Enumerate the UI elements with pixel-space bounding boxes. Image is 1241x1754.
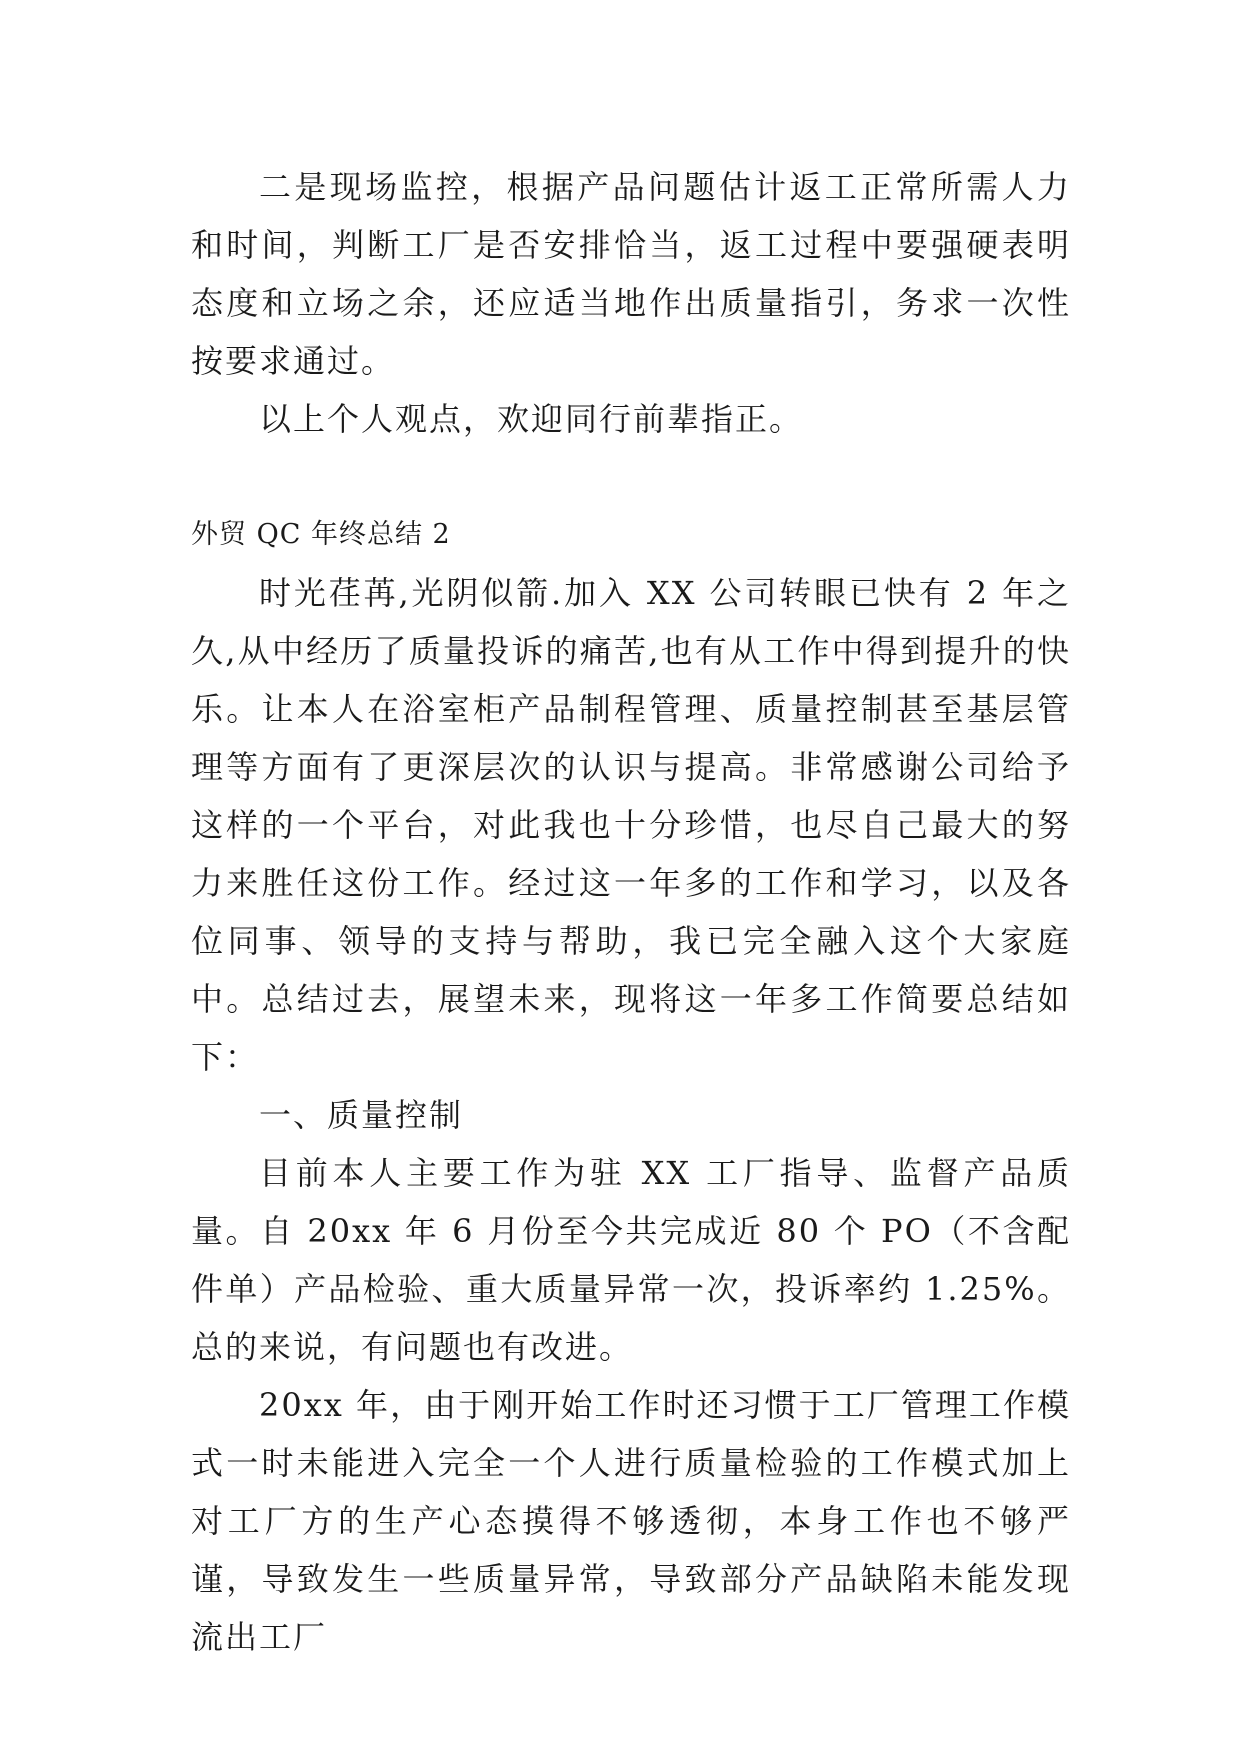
paragraph-quality-stats: 目前本人主要工作为驻 XX 工厂指导、监督产品质量。自 20xx 年 6 月份至今共完成近 80 个 PO（不含配件单）产品检验、重大质量异常一次，投诉率约 1.25%。总的来说，有问题也有改进。 [191, 1154, 1071, 1366]
paragraph-introduction: 时光荏苒,光阴似箭.加入 XX 公司转眼已快有 2 年之久,从中经历了质量投诉的痛苦,也有从工作中得到提升的快乐。让本人在浴室柜产品制程管理、质量控制甚至基层管理等方面有了更深层次的认识与提高。非常感谢公司给予这样的一个平台，对此我也十分珍惜，也尽自己最大的努力来胜任这份工作。经过这一年多的工作和学习，以及各位同事、领导的支持与帮助，我已完全融入这个大家庭中。总结过去，展望未来，现将这一年多工作简要总结如下： [191, 574, 1071, 1076]
subheading-quality-control: 一、质量控制 [259, 1096, 464, 1134]
section-gap [191, 448, 1071, 506]
paragraph-work-reflection: 20xx 年，由于刚开始工作时还习惯于工厂管理工作模式一时未能进入完全一个人进行质量检验的工作模式加上对工厂方的生产心态摸得不够透彻，本身工作也不够严谨，导致发生一些质量异常，导致部分产品缺陷未能发现流出工厂 [191, 1386, 1071, 1656]
section-title: 外贸 QC 年终总结 2 [191, 519, 451, 550]
paragraph-closing-remark: 以上个人观点，欢迎同行前辈指正。 [259, 400, 804, 438]
paragraph-onsite-monitoring: 二是现场监控，根据产品问题估计返工正常所需人力和时间，判断工厂是否安排恰当，返工过程中要强硬表明态度和立场之余，还应适当地作出质量指引，务求一次性按要求通过。 [191, 168, 1071, 380]
document-page [191, 158, 1071, 1666]
